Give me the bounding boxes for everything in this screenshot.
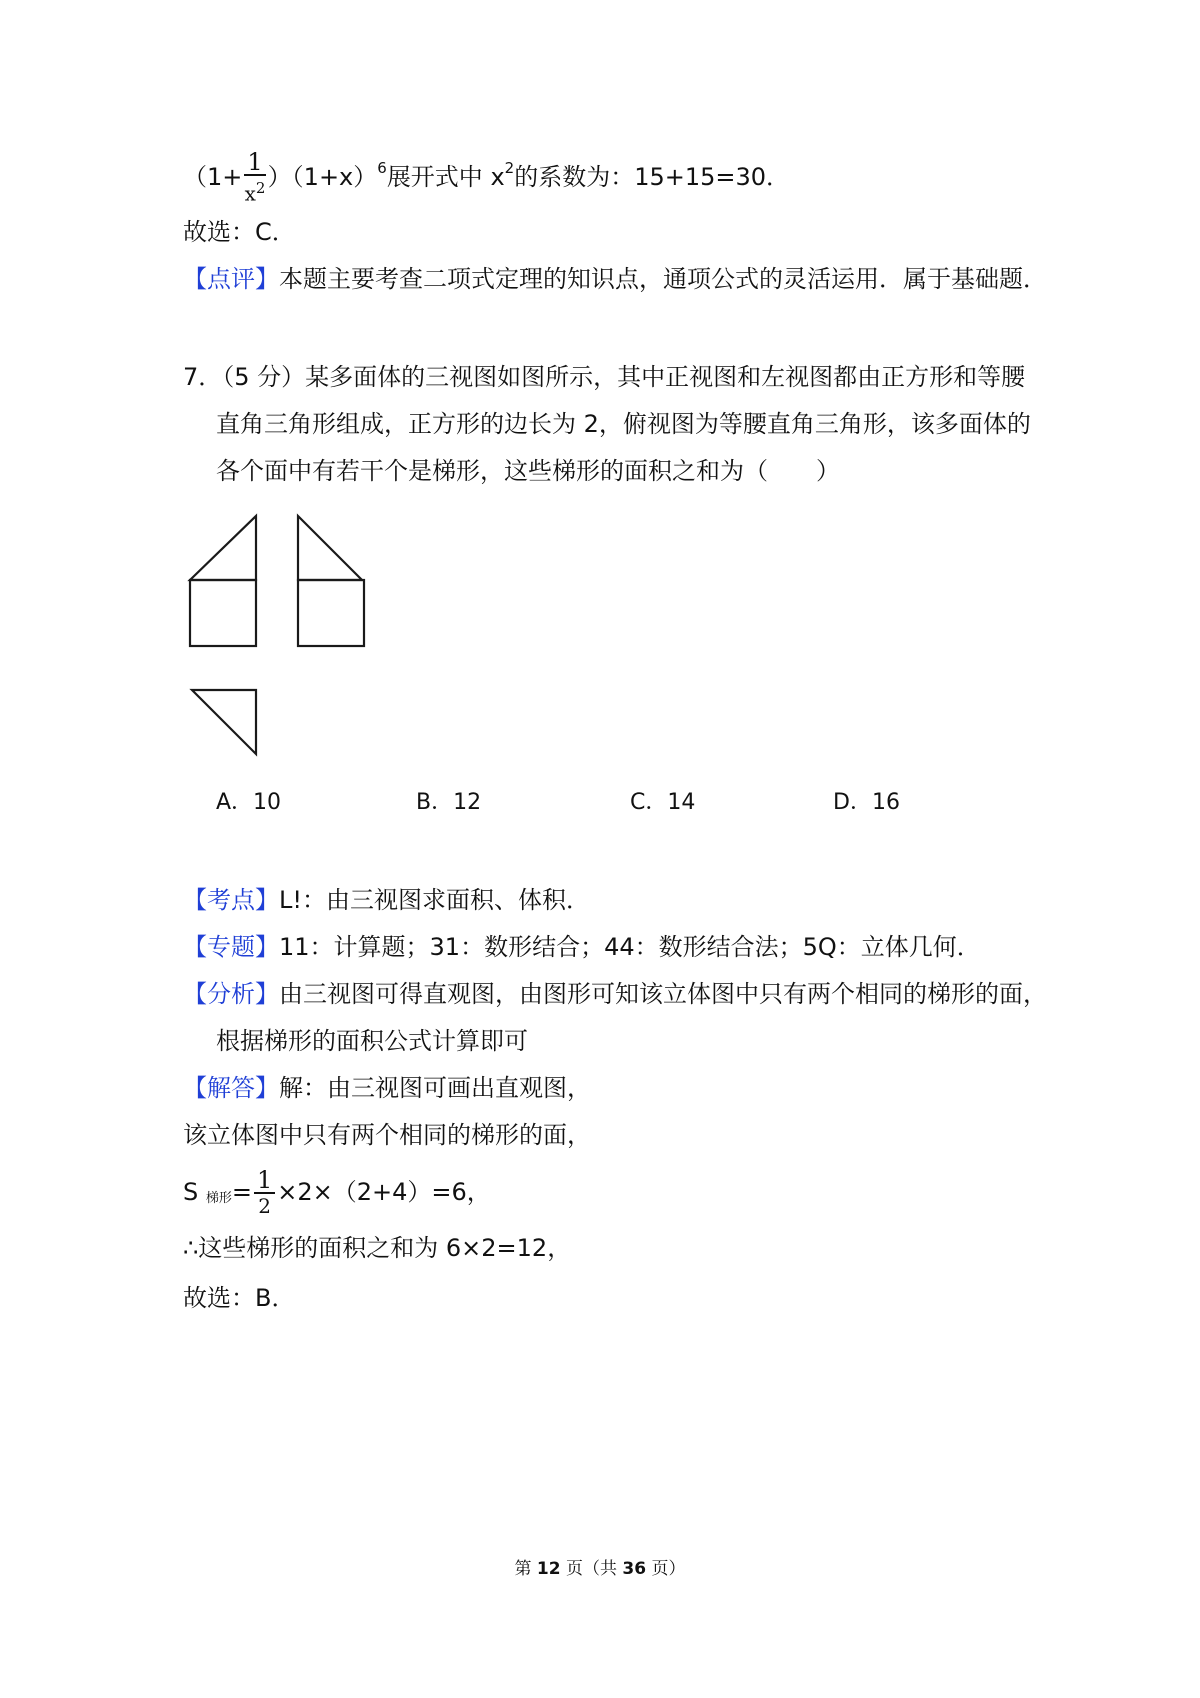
jieda-text: 解：由三视图可画出直观图， xyxy=(279,1074,591,1102)
front-view-triangle xyxy=(190,516,256,580)
fraction-one-half xyxy=(254,1168,275,1218)
review-text: 本题主要考查二项式定理的知识点，通项公式的灵活运用．属于基础题． xyxy=(279,265,1047,293)
side-view-square xyxy=(298,580,364,646)
fenxi-text: 由三视图可得直观图，由图形可知该立体图中只有两个相同的梯形的面， xyxy=(279,980,1047,1008)
area-formula-line xyxy=(183,1168,491,1218)
fraction-1-over-x2 xyxy=(244,150,265,206)
front-view-square xyxy=(190,580,256,646)
question-line-2: 直角三角形组成，正方形的边长为 2，俯视图为等腰直角三角形，该多面体的 xyxy=(216,410,1031,438)
three-view-figure xyxy=(186,512,386,772)
expansion-tail: 的系数为：15+15=30． xyxy=(514,162,791,191)
option-c: C．14 xyxy=(630,790,696,815)
footer-prefix: 第 xyxy=(514,1559,537,1579)
fenxi-line-2: 根据梯形的面积公式计算即可 xyxy=(216,1027,528,1055)
jieda-line xyxy=(183,1072,591,1104)
fenxi-tag: 【分析】 xyxy=(183,980,279,1008)
footer-page-number: 12 xyxy=(536,1559,561,1579)
footer-suffix: 页） xyxy=(646,1559,686,1579)
half-denominator: 2 xyxy=(258,1194,271,1218)
expansion-open: （1+ xyxy=(183,162,243,191)
denominator-exponent: 2 xyxy=(255,179,266,197)
fraction-numerator: 1 xyxy=(244,150,265,176)
x-exponent: 2 xyxy=(504,158,515,177)
question-line-1: 7．（5 分）某多面体的三视图如图所示，其中正视图和左视图都由正方形和等腰 xyxy=(183,363,1026,391)
formula-rest: ×2×（2+4）=6， xyxy=(277,1178,491,1206)
option-b: B．12 xyxy=(416,790,482,815)
question-line-3: 各个面中有若干个是梯形，这些梯形的面积之和为（ ） xyxy=(216,457,840,485)
formula-s: S xyxy=(183,1178,199,1206)
fraction-denominator xyxy=(244,176,265,206)
kaodian-text: L!：由三视图求面积、体积． xyxy=(279,886,590,914)
jieda-tag: 【解答】 xyxy=(183,1074,279,1102)
fenxi-line xyxy=(183,978,1047,1010)
kaodian-line xyxy=(183,884,590,916)
review-line xyxy=(183,263,1047,295)
footer-total-pages: 36 xyxy=(622,1559,647,1579)
denominator-base: x xyxy=(244,181,256,206)
expansion-exponent: 6 xyxy=(377,158,387,177)
top-view-triangle xyxy=(192,690,256,754)
expansion-line xyxy=(183,150,790,206)
footer-middle: 页（共 xyxy=(560,1559,623,1579)
formula-equals: = xyxy=(231,1178,252,1206)
review-tag: 【点评】 xyxy=(183,265,279,293)
choice-c-line: 故选：C． xyxy=(183,218,296,246)
solution-line-a: 该立体图中只有两个相同的梯形的面， xyxy=(183,1121,591,1149)
kaodian-tag: 【考点】 xyxy=(183,886,279,914)
formula-subscript: 梯形 xyxy=(205,1191,232,1206)
choice-b-line: 故选：B． xyxy=(183,1284,296,1312)
half-numerator: 1 xyxy=(254,1168,275,1194)
side-view-triangle xyxy=(298,516,362,580)
zhuanti-line xyxy=(183,931,981,963)
option-a: A．10 xyxy=(216,790,282,815)
expansion-mid: ）（1+x） xyxy=(267,162,378,191)
solution-line-c: ∴这些梯形的面积之和为 6×2=12， xyxy=(183,1234,572,1262)
zhuanti-text: 11：计算题；31：数形结合；44：数形结合法；5Q：立体几何． xyxy=(279,933,981,961)
expansion-text: 展开式中 x xyxy=(386,162,505,191)
page-footer xyxy=(0,1554,1200,1579)
zhuanti-tag: 【专题】 xyxy=(183,933,279,961)
option-d: D．16 xyxy=(833,790,900,815)
